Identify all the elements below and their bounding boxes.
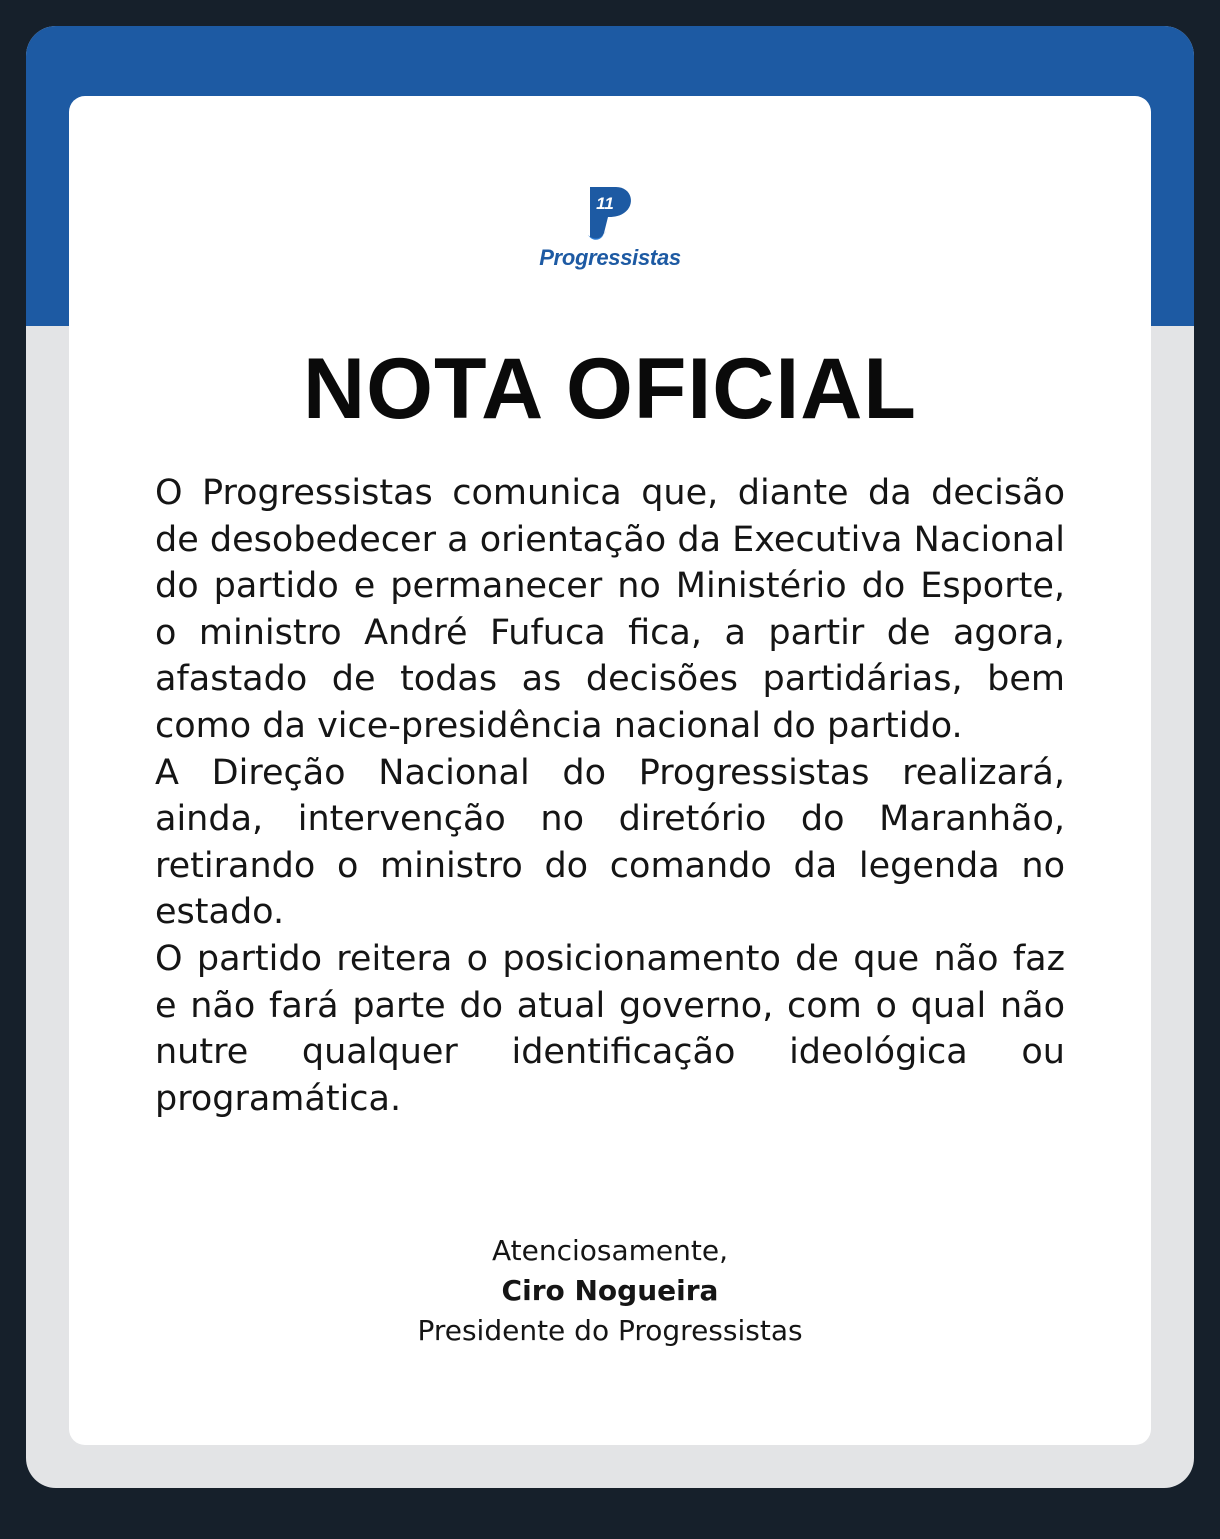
official-note-card — [69, 96, 1151, 1445]
party-logo — [69, 181, 1151, 271]
logo-name: Progressistas — [539, 245, 681, 270]
signature-closing: Atenciosamente, — [491, 1234, 729, 1267]
party-p-logo-icon — [580, 181, 640, 243]
signature-name: Ciro Nogueira — [501, 1274, 719, 1307]
logo-number: 11 — [596, 194, 614, 213]
note-body — [155, 470, 1065, 1122]
signature-role: Presidente do Progressistas — [417, 1314, 803, 1347]
paragraph-3: O partido reitera o posicionamento de que não faz e não fará parte do atual governo, com o qual não nutre qualquer identificação ideológica ou programática. — [155, 938, 1065, 1119]
signature-block — [69, 1231, 1151, 1351]
paragraph-2: A Direção Nacional do Progressistas realizará, ainda, intervenção no diretório do Maranhão, retirando o ministro do comando da legenda no estado. — [155, 752, 1065, 933]
paragraph-1: O Progressistas comunica que, diante da decisão de desobedecer a orientação da Executiva Nacional do partido e permanecer no Ministério do Esporte, o ministro André Fufuca fica, a partir de agora, afastado de todas as decisões partidárias, bem como da vice-presidência nacional do partido. — [155, 473, 1065, 746]
page-title: NOTA OFICIAL — [303, 341, 917, 437]
